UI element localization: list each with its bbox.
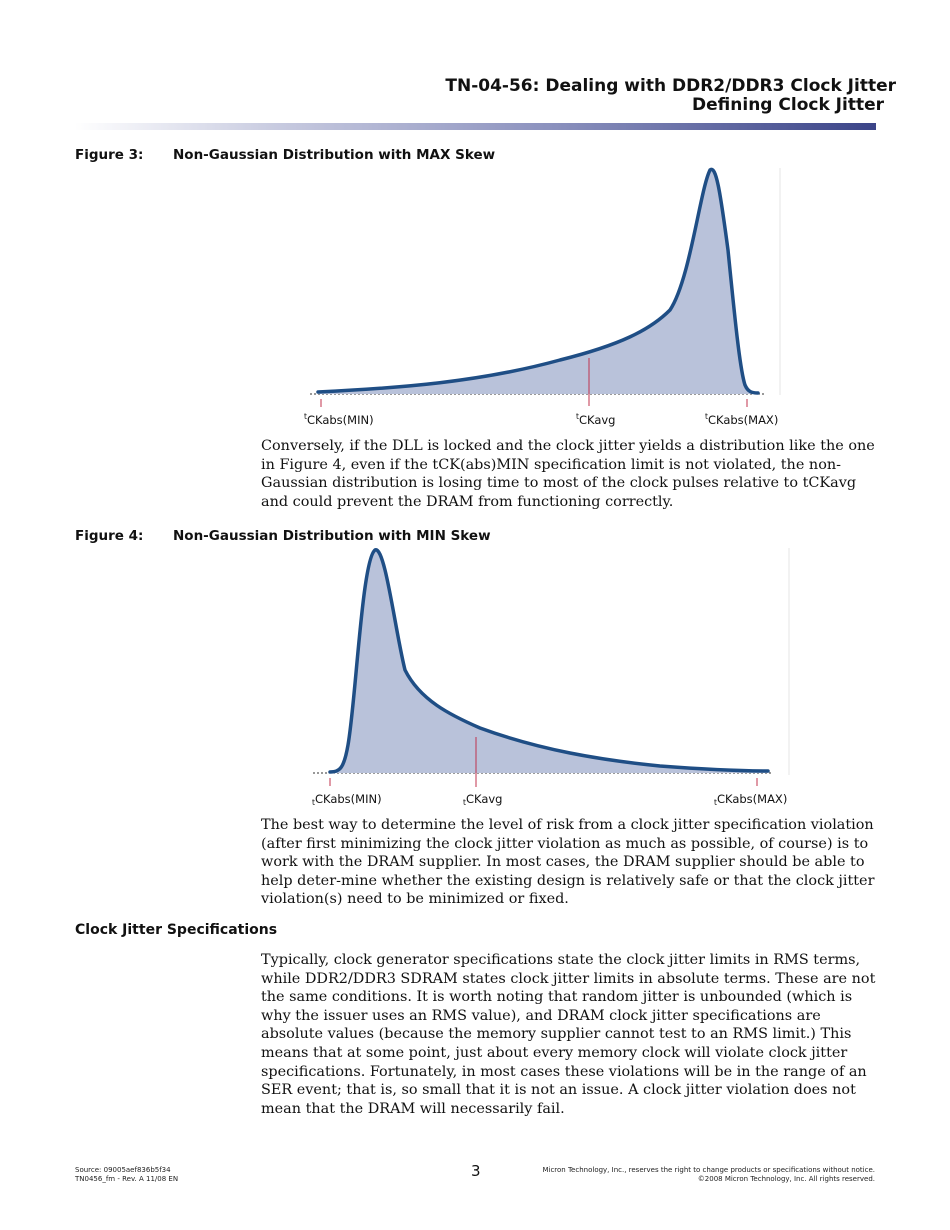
figure4-number: Figure 4: [75,528,144,544]
page-number: 3 [471,1162,481,1180]
figure3-number: Figure 3: [75,147,144,163]
figure3-label-min [304,412,374,427]
figure3-label-max-sup: t [705,412,708,421]
figure4-caption [75,528,491,544]
footer-source: Source: 09005aef836b5f34 [75,1166,171,1174]
figure4-title: Non-Gaussian Distribution with MIN Skew [173,528,491,544]
document-title: TN-04-56: Dealing with DDR2/DDR3 Clock Jitter [445,76,896,96]
figure3-distribution-curve [318,169,758,393]
figure3-label-max [705,412,778,427]
paragraph-typically: Typically, clock generator specifications state the clock jitter limits in RMS terms, while DDR2/DDR3 SDRAM states clock jitter limits in absolute terms. These are not the same conditions. It is worth noting that random jitter is unbounded (which is why the issuer uses an RMS value), and DRAM clock jitter specifications are absolute values (because the memory supplier cannot test to an RMS limit.) This means that at some point, just about every memory clock will violate clock jitter specifications. Fortunately, in most cases these violations will be in the range of an SER event; that is, so small that it is not an issue. A clock jitter violation does not mean that the DRAM will necessarily fail. [261,952,876,1117]
figure3-distribution-fill [318,169,758,394]
figure4-label-avg-sup: t [463,798,466,807]
paragraph-conversely: Conversely, if the DLL is locked and the clock jitter yields a distribution like the one in Figure 4, even if the tCK(abs)MIN specification limit is not violated, the non-Gaussian distribution is losing time to most of the clock pulses relative to tCKavg and could prevent the DRAM from functioning correctly. [261,438,875,510]
footer-copyright: ©2008 Micron Technology, Inc. All rights reserved. [697,1175,875,1183]
figure4-label-min [312,792,382,807]
figure3-caption [75,147,495,163]
footer-left [75,1166,178,1184]
figure3-label-avg-text: CKavg [578,413,616,427]
footer-right [542,1166,875,1184]
figure3-label-avg-sup: t [576,412,579,421]
figure4-distribution-fill [330,550,768,773]
figure4-label-avg [463,792,502,807]
figure4-distribution-curve [330,550,768,772]
footer-doc-rev: TN0456_fm - Rev. A 11/08 EN [75,1175,179,1183]
figure4-label-avg-text: CKavg [465,792,503,806]
section-title: Defining Clock Jitter [692,95,884,115]
figure3-title: Non-Gaussian Distribution with MAX Skew [173,147,496,163]
figure3-label-min-text: CKabs(MIN) [306,413,374,427]
paragraph-best-way: The best way to determine the level of risk from a clock jitter specification violation (after first minimizing the clock jitter violation as much as possible, of course) is to work with the DRAM supplier. In most cases, the DRAM supplier should be able to help deter-mine whether the existing design is relatively safe or that the clock jitter violation(s) need to be minimized or fixed. [261,817,875,908]
figure4-label-min-sup: t [312,798,315,807]
header-rule [75,123,876,130]
figure3-label-avg [576,412,615,427]
footer-notice: Micron Technology, Inc., reserves the right to change products or specifications without notice. [542,1166,875,1174]
figure4-label-max-text: CKabs(MAX) [716,792,788,806]
figure3-label-max-text: CKabs(MAX) [707,413,779,427]
figure4-label-max [714,792,787,807]
section-heading: Clock Jitter Specifications [75,922,278,938]
figure3-label-min-sup: t [304,412,307,421]
figure4-label-max-sup: t [714,798,717,807]
figure4-label-min-text: CKabs(MIN) [314,792,382,806]
